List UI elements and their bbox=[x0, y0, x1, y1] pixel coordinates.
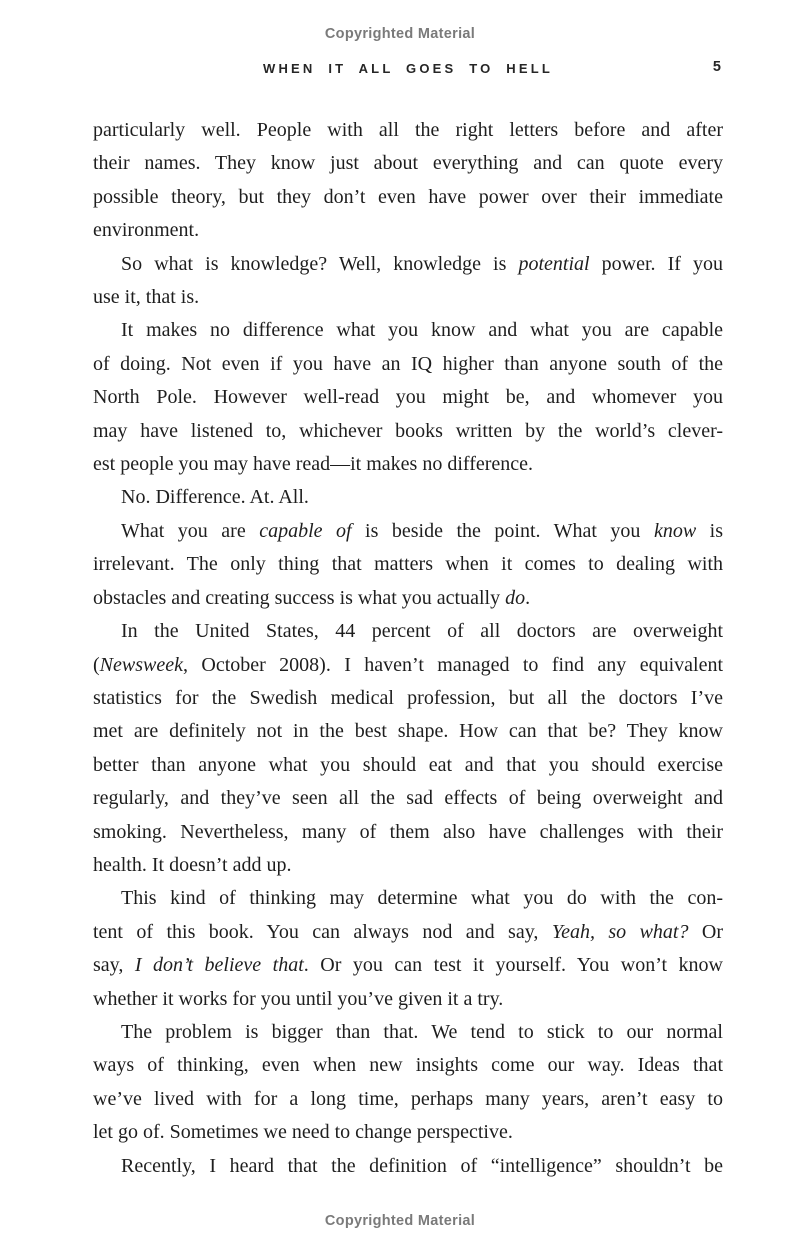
text-run: regularly, and they’ve seen all the sad effects of being overweight and bbox=[93, 787, 723, 810]
text-line bbox=[93, 348, 723, 381]
paragraph bbox=[93, 314, 723, 481]
italic-text: Newsweek bbox=[99, 653, 183, 676]
text-line bbox=[93, 916, 723, 949]
text-line bbox=[93, 849, 723, 882]
text-line bbox=[93, 147, 723, 180]
italic-text: Yeah, so what? bbox=[551, 920, 689, 943]
italic-text: capable of bbox=[259, 519, 352, 542]
text-line bbox=[93, 114, 723, 147]
text-line bbox=[93, 949, 723, 982]
text-line bbox=[93, 381, 723, 414]
text-run: This kind of thinking may determine what you do with the con- bbox=[121, 887, 723, 910]
text-run: The problem is bigger than that. We tend to stick to our normal bbox=[121, 1020, 723, 1043]
page-number: 5 bbox=[712, 59, 721, 75]
text-run: let go of. Sometimes we need to change perspective. bbox=[93, 1121, 513, 1144]
text-run: say, bbox=[93, 954, 135, 977]
paragraph bbox=[93, 515, 723, 615]
text-line bbox=[93, 1150, 723, 1183]
italic-text: know bbox=[653, 519, 697, 542]
paragraph bbox=[93, 1150, 723, 1183]
text-line bbox=[93, 214, 723, 247]
text-line bbox=[93, 515, 723, 548]
text-run: health. It doesn’t add up. bbox=[93, 853, 292, 876]
text-run: tent of this book. You can always nod and say, bbox=[93, 920, 552, 943]
text-line bbox=[93, 983, 723, 1016]
text-run: possible theory, but they don’t even have power over their immediate bbox=[93, 185, 723, 208]
text-line bbox=[93, 281, 723, 314]
italic-text: I don’t believe that bbox=[134, 954, 304, 977]
text-line bbox=[93, 649, 723, 682]
paragraph bbox=[93, 248, 723, 315]
italic-text: do bbox=[505, 586, 526, 609]
paragraph bbox=[93, 481, 723, 514]
text-line bbox=[93, 1083, 723, 1116]
text-run: may have listened to, whichever books written by the world’s clever- bbox=[93, 419, 723, 442]
text-run: smoking. Nevertheless, many of them also have challenges with their bbox=[93, 820, 723, 843]
text-run: met are definitely not in the best shape. How can that be? They know bbox=[93, 720, 723, 743]
text-run: Recently, I heard that the definition of “intelligence” shouldn’t be bbox=[121, 1154, 723, 1177]
text-run: of doing. Not even if you have an IQ higher than anyone south of the bbox=[93, 352, 723, 375]
text-line bbox=[93, 448, 723, 481]
text-line bbox=[93, 314, 723, 347]
text-line bbox=[93, 782, 723, 815]
text-line bbox=[93, 1016, 723, 1049]
text-run: environment. bbox=[93, 219, 200, 242]
text-line bbox=[93, 882, 723, 915]
text-run: Or bbox=[688, 920, 723, 943]
text-run: better than anyone what you should eat and that you should exercise bbox=[93, 753, 723, 776]
running-header bbox=[93, 60, 723, 78]
text-run: power. If you bbox=[589, 252, 724, 275]
text-run: is bbox=[696, 519, 723, 542]
text-line bbox=[93, 582, 723, 615]
text-run: we’ve lived with for a long time, perhaps many years, aren’t easy to bbox=[93, 1087, 723, 1110]
text-run: statistics for the Swedish medical profession, but all the doctors I’ve bbox=[93, 686, 723, 709]
text-line bbox=[93, 715, 723, 748]
text-line bbox=[93, 1116, 723, 1149]
text-run: ( bbox=[93, 653, 100, 676]
text-run: their names. They know just about everything and can quote every bbox=[93, 152, 723, 175]
text-line bbox=[93, 1049, 723, 1082]
paragraph bbox=[93, 882, 723, 1016]
text-run: use it, that is. bbox=[93, 286, 200, 309]
paragraph bbox=[93, 615, 723, 882]
text-run: irrelevant. The only thing that matters when it comes to dealing with bbox=[93, 553, 723, 576]
paragraph bbox=[93, 114, 723, 248]
text-run: North Pole. However well-read you might be, and whomever you bbox=[93, 386, 723, 409]
text-line bbox=[93, 548, 723, 581]
body-text bbox=[93, 114, 723, 1183]
paragraph bbox=[93, 1016, 723, 1150]
text-line bbox=[93, 816, 723, 849]
text-line bbox=[93, 615, 723, 648]
chapter-title: WHEN IT ALL GOES TO HELL bbox=[262, 61, 553, 76]
text-run: . bbox=[525, 586, 531, 609]
text-run: particularly well. People with all the right letters before and after bbox=[93, 119, 723, 141]
copyright-notice-bottom: Copyrighted Material bbox=[324, 1213, 476, 1229]
text-run: est people you may have read—it makes no difference. bbox=[93, 453, 534, 476]
copyright-notice-top: Copyrighted Material bbox=[324, 26, 476, 42]
text-run: whether it works for you until you’ve given it a try. bbox=[93, 987, 504, 1010]
text-line bbox=[93, 181, 723, 214]
text-run: is beside the point. What you bbox=[351, 519, 654, 542]
text-line bbox=[93, 248, 723, 281]
text-run: obstacles and creating success is what you actually bbox=[93, 586, 506, 609]
text-line bbox=[93, 749, 723, 782]
text-run: . Or you can test it yourself. You won’t know bbox=[303, 954, 723, 977]
text-run: It makes no difference what you know and what you are capable bbox=[121, 319, 723, 342]
text-line bbox=[93, 481, 723, 514]
text-line bbox=[93, 415, 723, 448]
text-line bbox=[93, 682, 723, 715]
text-run: , October 2008). I haven’t managed to find any equivalent bbox=[182, 653, 723, 676]
text-run: No. Difference. At. All. bbox=[121, 486, 309, 509]
text-run: What you are bbox=[121, 519, 260, 542]
text-run: In the United States, 44 percent of all doctors are overweight bbox=[121, 620, 723, 643]
text-run: So what is knowledge? Well, knowledge is bbox=[121, 252, 519, 275]
text-run: ways of thinking, even when new insights come our way. Ideas that bbox=[93, 1054, 723, 1077]
italic-text: potential bbox=[518, 252, 590, 275]
